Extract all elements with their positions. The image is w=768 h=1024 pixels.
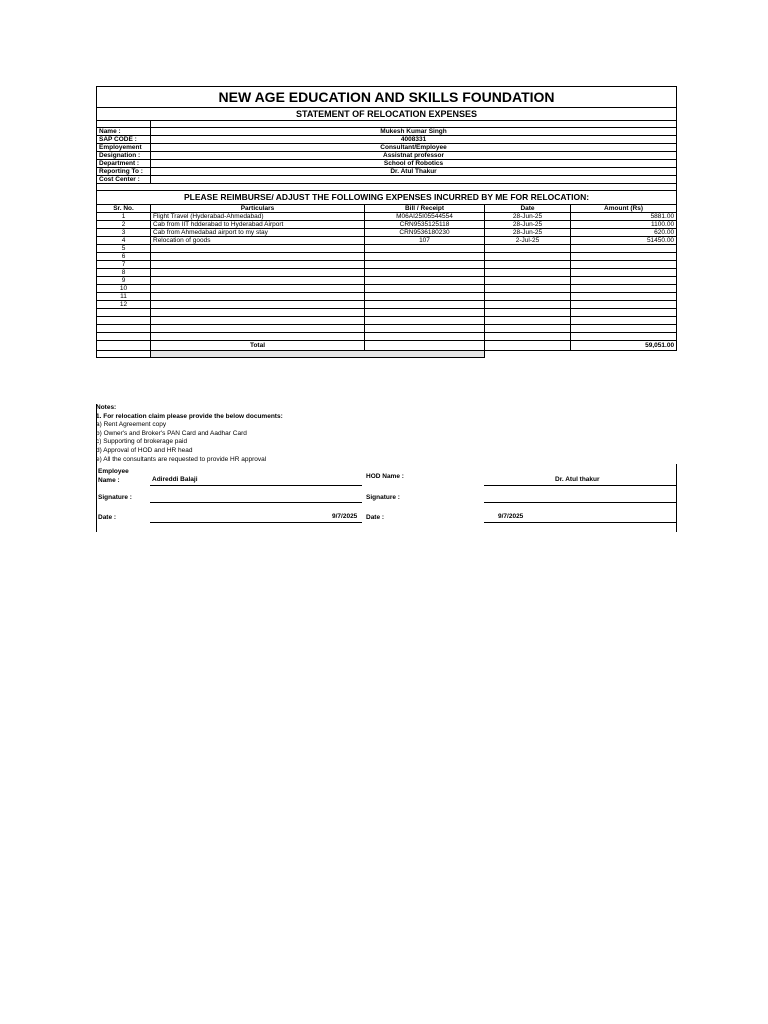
expense-bill-receipt: CRN9535125118 (365, 221, 485, 229)
employee-row-designation (97, 152, 677, 160)
employee-signature-label: Signature : (98, 494, 132, 501)
expense-bill-receipt (365, 245, 485, 253)
col-header-sr: Sr. No. (97, 205, 151, 213)
expense-amount (571, 261, 677, 269)
expense-date: 28-Jun-25 (485, 213, 571, 221)
right-border (676, 464, 677, 532)
col-header-bill: Bill / Receipt (365, 205, 485, 213)
expense-particulars: Relocation of goods (151, 237, 365, 245)
field-label: Employement (97, 144, 151, 152)
hod-name-label: HOD Name : (366, 473, 404, 480)
expense-date (485, 285, 571, 293)
employee-row-sap (97, 136, 677, 144)
expense-amount: 1100.00 (571, 221, 677, 229)
expense-row (97, 277, 677, 285)
expense-bill-receipt (365, 253, 485, 261)
expense-bill-receipt (365, 293, 485, 301)
note-item: c) Supporting of brokerage paid (96, 438, 188, 446)
expense-date (485, 253, 571, 261)
expense-bill-receipt (365, 285, 485, 293)
employee-name: Adireddi Balaji (152, 476, 198, 483)
expense-row (97, 213, 677, 221)
expense-bill-receipt: 107 (365, 237, 485, 245)
form-header-table (96, 86, 677, 358)
notes-title: Notes: (96, 404, 117, 411)
expense-particulars: Cab from IIT hdderabad to Hyderabad Airport (151, 221, 365, 229)
designation-value: Assistnat professor (151, 152, 677, 160)
field-label: Name : (97, 128, 151, 136)
field-label: Designation : (97, 152, 151, 160)
expense-sr-no: 1 (97, 213, 151, 221)
expense-particulars (151, 277, 365, 285)
expense-amount (571, 293, 677, 301)
reporting-to-value: Dr. Atul Thakur (151, 168, 677, 176)
expense-date (485, 301, 571, 309)
expense-amount (571, 253, 677, 261)
col-header-amount: Amount (Rs) (571, 205, 677, 213)
expense-date: 28-Jun-25 (485, 221, 571, 229)
total-amount: 59,051.00 (571, 341, 677, 351)
expense-row (97, 229, 677, 237)
employee-row-reporting (97, 168, 677, 176)
expense-bill-receipt: CRN9536180230 (365, 229, 485, 237)
expense-amount (571, 277, 677, 285)
hod-signature-line (484, 502, 676, 503)
employee-date-line (150, 522, 362, 523)
note-item: 1. For relocation claim please provide the below documents: (96, 412, 283, 420)
expense-row (97, 301, 677, 309)
total-label: Total (151, 341, 365, 351)
expense-date (485, 245, 571, 253)
expense-row (97, 261, 677, 269)
expense-particulars (151, 301, 365, 309)
employee-label: Employee (98, 468, 129, 475)
org-title: NEW AGE EDUCATION AND SKILLS FOUNDATION (97, 87, 677, 108)
expense-date (485, 293, 571, 301)
expense-row (97, 285, 677, 293)
expense-bill-receipt: M06AI25I05544554 (365, 213, 485, 221)
expense-sr-no: 12 (97, 301, 151, 309)
expense-sr-no: 4 (97, 237, 151, 245)
field-label: Cost Center : (97, 176, 151, 184)
expense-date (485, 269, 571, 277)
expense-amount: 620.00 (571, 229, 677, 237)
reimburse-request-heading: PLEASE REIMBURSE/ ADJUST THE FOLLOWING EXPENSES INCURRED BY ME FOR RELOCATION: (97, 191, 677, 205)
expense-sr-no: 7 (97, 261, 151, 269)
expense-sr-no: 8 (97, 269, 151, 277)
note-item: a) Rent Agreement copy (96, 421, 167, 429)
expense-date (485, 277, 571, 285)
employee-row-department (97, 160, 677, 168)
employee-row-cost-center (97, 176, 677, 184)
employee-row-employment (97, 144, 677, 152)
expense-particulars: Cab from Ahmedabad airport to my stay (151, 229, 365, 237)
hod-signature-label: Signature : (366, 494, 400, 501)
expense-bill-receipt (365, 301, 485, 309)
expense-particulars (151, 269, 365, 277)
employee-signature-line (150, 502, 362, 503)
hod-date: 9/7/2025 (498, 513, 524, 520)
employee-date-label: Date : (98, 514, 117, 521)
expense-date: 28-Jun-25 (485, 229, 571, 237)
note-item: b) Owner's and Broker's PAN Card and Aadhar Card (96, 429, 247, 437)
expense-amount (571, 285, 677, 293)
relocation-expense-form (96, 86, 676, 358)
expense-particulars (151, 245, 365, 253)
expense-sr-no: 9 (97, 277, 151, 285)
left-border (96, 404, 97, 532)
hod-date-label: Date : (366, 514, 385, 521)
expense-row (97, 269, 677, 277)
department-value: School of Robotics (151, 160, 677, 168)
expense-header-row (97, 205, 677, 213)
expense-amount: 51450.00 (571, 237, 677, 245)
expense-amount (571, 245, 677, 253)
total-row (97, 341, 677, 351)
col-header-date: Date (485, 205, 571, 213)
note-item: e) All the consultants are requested to provide HR approval (96, 455, 267, 463)
expense-sr-no: 2 (97, 221, 151, 229)
expense-particulars (151, 293, 365, 301)
statement-title: STATEMENT OF RELOCATION EXPENSES (97, 108, 677, 121)
expense-sr-no: 6 (97, 253, 151, 261)
employee-name-line (150, 485, 362, 486)
cost-center-value (151, 176, 677, 184)
field-label: Reporting To : (97, 168, 151, 176)
expense-row (97, 253, 677, 261)
expense-row (97, 221, 677, 229)
expense-particulars (151, 261, 365, 269)
expense-row (97, 237, 677, 245)
field-label: SAP CODE : (97, 136, 151, 144)
hod-date-line (484, 522, 676, 523)
expense-amount (571, 269, 677, 277)
employee-date: 9/7/2025 (332, 513, 358, 520)
expense-particulars: Flight Travel (Hyderabad-Ahmedabad) (151, 213, 365, 221)
expense-particulars (151, 253, 365, 261)
employee-row-name (97, 128, 677, 136)
expense-row (97, 293, 677, 301)
expense-row (97, 245, 677, 253)
employee-name-label: Name : (98, 477, 120, 484)
expense-sr-no: 5 (97, 245, 151, 253)
expense-particulars (151, 285, 365, 293)
hod-name-line (484, 485, 676, 486)
employment-value: Consultant/Employee (151, 144, 677, 152)
expense-amount: 5881.00 (571, 213, 677, 221)
note-item: d) Approval of HOD and HR head (96, 446, 193, 454)
expense-sr-no: 10 (97, 285, 151, 293)
expense-sr-no: 11 (97, 293, 151, 301)
expense-bill-receipt (365, 269, 485, 277)
expense-amount (571, 301, 677, 309)
sap-code-value: 4008331 (151, 136, 677, 144)
hod-name: Dr. Atul thakur (555, 476, 600, 483)
expense-date (485, 261, 571, 269)
notes-section (96, 404, 676, 464)
expense-date: 2-Jul-25 (485, 237, 571, 245)
employee-name-value: Mukesh Kumar Singh (151, 128, 677, 136)
expense-bill-receipt (365, 261, 485, 269)
expense-sr-no: 3 (97, 229, 151, 237)
field-label: Department : (97, 160, 151, 168)
expense-bill-receipt (365, 277, 485, 285)
col-header-particulars: Particulars (151, 205, 365, 213)
